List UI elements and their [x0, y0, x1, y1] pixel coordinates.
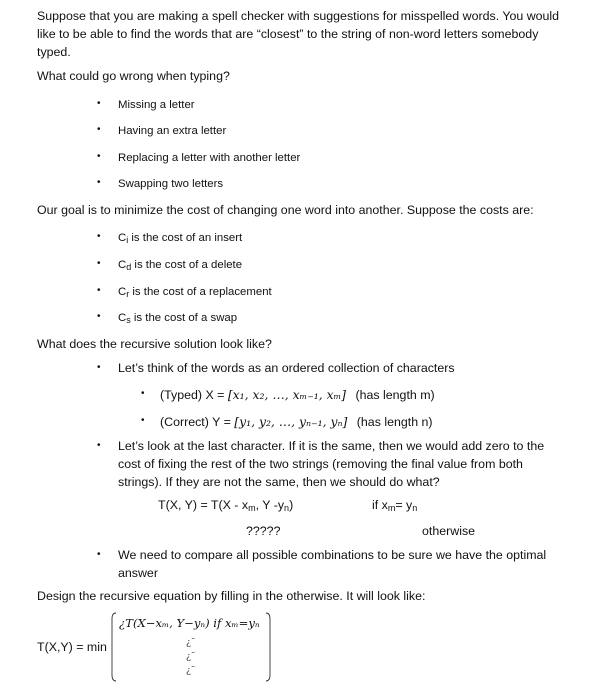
cost-symbol: C [118, 232, 127, 244]
cost-text: is the cost of a swap [130, 312, 238, 324]
bullet-icon: • [97, 124, 101, 135]
last-line-2: cost of fixing the rest of the two strings (removing the final value from both [118, 456, 523, 471]
cost-symbol: C [118, 312, 127, 324]
cost-symbol: C [118, 259, 127, 271]
placeholder-glyph: ¿¨ [186, 666, 196, 676]
error-item-label: Replacing a letter with another letter [118, 152, 301, 164]
bullet-icon: • [97, 258, 101, 269]
placeholder-glyph: ¿¨ [186, 652, 196, 662]
list-item [141, 413, 433, 432]
bullet-icon: • [97, 231, 101, 242]
min-equation-cases [110, 611, 272, 683]
error-item-label: Having an extra letter [118, 125, 227, 137]
error-item-label: Missing a letter [118, 99, 195, 111]
question-typing: What could go wrong when typing? [37, 69, 230, 83]
list-item [97, 283, 272, 301]
error-item-label: Swapping two letters [118, 178, 224, 190]
intro-line-1: Suppose that you are making a spell checker with suggestions for misspelled words. You would [37, 9, 560, 23]
list-item [97, 360, 455, 378]
correct-suffix: (has length n) [356, 415, 433, 429]
cost-text: is the cost of a replacement [129, 286, 272, 298]
cost-subscript: s [126, 315, 131, 325]
list-item [141, 386, 435, 405]
bullet-icon: • [141, 388, 145, 399]
think-label: Let’s think of the words as an ordered collection of characters [118, 361, 455, 375]
bullet-icon: • [141, 415, 145, 426]
unknown-case: ????? [246, 524, 281, 538]
cost-subscript: r [126, 289, 130, 299]
list-item [97, 547, 546, 583]
last-line-1: Let’s look at the last character. If it is the same, then we would add zero to the [118, 439, 545, 453]
bullet-icon: • [97, 549, 101, 560]
last-line-3: strings). If they are not the same, then we should do what? [118, 474, 440, 489]
goal-paragraph: Our goal is to minimize the cost of changing one word into another. Suppose the costs are: [37, 203, 534, 217]
bullet-icon: • [97, 98, 101, 109]
cost-subscript: d [126, 262, 132, 272]
typed-prefix: (Typed) X = [160, 388, 228, 402]
min-equation-lhs: T(X,Y) = min [37, 640, 107, 654]
list-item [97, 256, 242, 274]
bullet-icon: • [97, 285, 101, 296]
list-item [97, 229, 242, 247]
list-item [97, 96, 195, 114]
intro-line-2: like to be able to find the words that are “closest” to the string of non-word letters somebody [37, 26, 539, 41]
compare-line-1: We need to compare all possible combinations to be sure we have the optimal [118, 548, 547, 562]
bullet-icon: • [97, 440, 101, 451]
bullet-icon: • [97, 151, 101, 162]
correct-prefix: (Correct) Y = [160, 415, 235, 429]
bullet-icon: • [97, 311, 101, 322]
min-case-row: ¿T(X−xₘ, Y−yₙ) if xₘ=yₙ [119, 616, 260, 630]
question-recursive: What does the recursive solution look like? [37, 337, 272, 351]
intro-line-3: typed. [37, 44, 71, 59]
list-item [97, 149, 300, 167]
list-item [97, 122, 226, 140]
design-paragraph: Design the recursive equation by filling in the otherwise. It will look like: [37, 589, 426, 603]
compare-line-2: answer [118, 565, 158, 580]
correct-vector: [y₁, y₂, …, yₙ₋₁, yₙ] [234, 414, 348, 429]
typed-vector: [x₁, x₂, …, xₘ₋₁, xₘ] [227, 387, 347, 402]
cost-text: is the cost of an insert [128, 232, 243, 244]
recurrence-equation: T(X, $Y) = T(X - x_m$, Y $-y_n$) [158, 498, 294, 513]
list-item [97, 175, 223, 193]
list-item [97, 438, 544, 492]
otherwise-label: otherwise [422, 524, 476, 538]
cost-symbol: C [118, 286, 127, 298]
recurrence-condition: if $x_m= y_n$ [372, 498, 418, 513]
bullet-icon: • [97, 177, 101, 188]
cost-text: is the cost of a delete [131, 259, 243, 271]
placeholder-glyph: ¿¨ [186, 638, 196, 648]
intro-paragraph [37, 8, 582, 62]
list-item [97, 309, 237, 327]
bullet-icon: • [97, 362, 101, 373]
cost-subscript: i [126, 235, 129, 245]
typed-suffix: (has length m) [355, 388, 435, 402]
